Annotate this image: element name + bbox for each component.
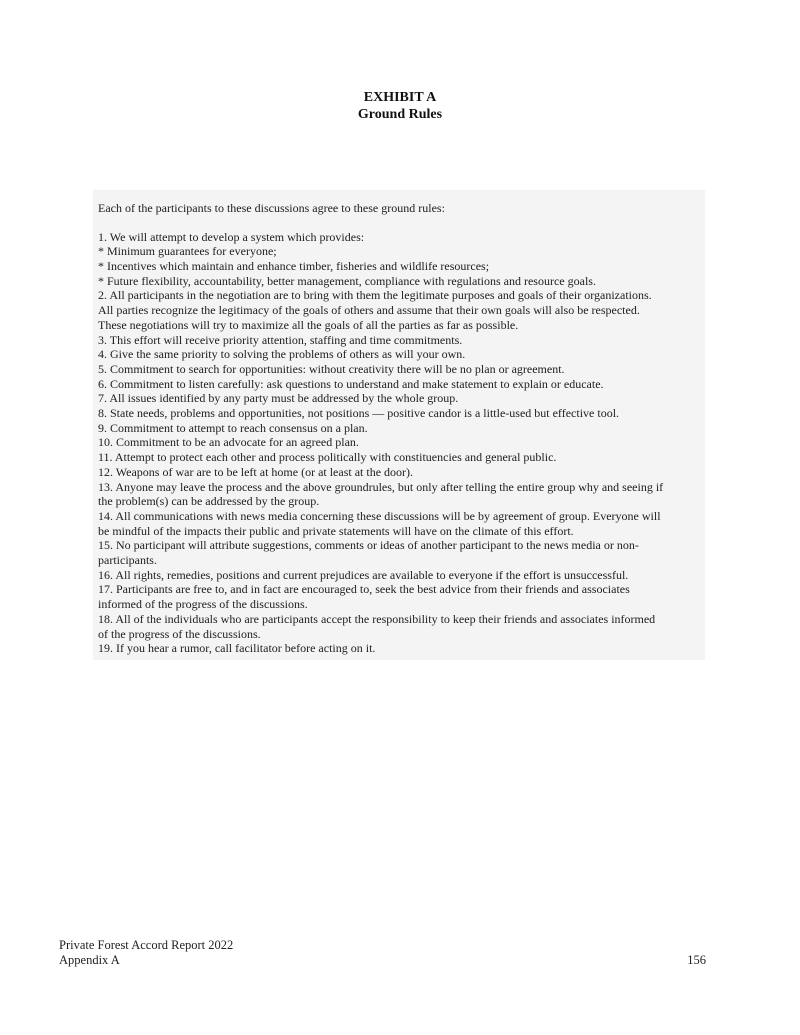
ground-rule-line: be mindful of the impacts their public and private statements will have on the climate of this effort. xyxy=(98,523,574,538)
footer-section: Appendix A xyxy=(59,953,120,967)
ground-rule-line: 12. Weapons of war are to be left at home (or at least at the door). xyxy=(98,464,414,479)
ground-rule-line: participants. xyxy=(98,553,157,568)
ground-rule-line: 14. All communications with news media concerning these discussions will be by agreement of group. Everyone will xyxy=(98,508,661,523)
ground-rule-line: * Minimum guarantees for everyone; xyxy=(98,244,277,259)
exhibit-subtitle: Ground Rules xyxy=(357,107,443,122)
page-footer xyxy=(59,938,233,968)
ground-rule-line: 5. Commitment to search for opportunities: without creativity there will be no plan or agreement. xyxy=(98,361,565,376)
ground-rule-line: 10. Commitment to be an advocate for an agreed plan. xyxy=(98,435,359,450)
ground-rule-line: 15. No participant will attribute suggestions, comments or ideas of another participant to the news media or non- xyxy=(98,538,639,553)
ground-rule-line: the problem(s) can be addressed by the group. xyxy=(98,494,320,509)
ground-rule-line: 17. Participants are free to, and in fact are encouraged to, seek the best advice from their friends and associates xyxy=(98,582,630,597)
ground-rule-line: of the progress of the discussions. xyxy=(98,626,261,641)
ground-rule-line: 18. All of the individuals who are participants accept the responsibility to keep their friends and associates informed xyxy=(98,611,656,626)
ground-rule-line: All parties recognize the legitimacy of the goals of others and assume that their own goals will also be respected. xyxy=(98,303,640,318)
ground-rules-list xyxy=(98,230,705,656)
ground-rule-line: * Future flexibility, accountability, better management, compliance with regulations and resource goals. xyxy=(98,273,596,288)
page-number: 156 xyxy=(687,953,706,967)
ground-rule-line: These negotiations will try to maximize all the goals of all the parties as far as possible. xyxy=(98,317,519,332)
exhibit-heading xyxy=(0,89,800,123)
scanned-ground-rules xyxy=(93,190,705,660)
ground-rule-line: 7. All issues identified by any party must be addressed by the whole group. xyxy=(98,391,459,406)
ground-rule-line: informed of the progress of the discussions. xyxy=(98,597,308,612)
ground-rule-line: 4. Give the same priority to solving the problems of others as will your own. xyxy=(98,347,466,362)
ground-rule-line: 6. Commitment to listen carefully: ask questions to understand and make statement to explain or educate. xyxy=(98,376,604,391)
ground-rule-line: 1. We will attempt to develop a system which provides: xyxy=(98,229,365,244)
ground-rule-line: 19. If you hear a rumor, call facilitator before acting on it. xyxy=(98,641,376,656)
ground-rule-line: 2. All participants in the negotiation are to bring with them the legitimate purposes and goals of their organizations. xyxy=(98,288,652,303)
ground-rule-line: 13. Anyone may leave the process and the above groundrules, but only after telling the entire group why and seeing if xyxy=(98,479,664,494)
ground-rule-line: 16. All rights, remedies, positions and current prejudices are available to everyone if the effort is unsuccessful. xyxy=(98,567,629,582)
ground-rule-line: 11. Attempt to protect each other and process politically with constituencies and general public. xyxy=(98,450,557,465)
ground-rules-intro: Each of the participants to these discussions agree to these ground rules: xyxy=(98,201,445,215)
ground-rule-line: 3. This effort will receive priority attention, staffing and time commitments. xyxy=(98,332,463,347)
ground-rule-line: 8. State needs, problems and opportunities, not positions — positive candor is a little-used but effective tool. xyxy=(98,406,620,421)
ground-rule-line: * Incentives which maintain and enhance timber, fisheries and wildlife resources; xyxy=(98,259,490,273)
ground-rule-line: 9. Commitment to attempt to reach consensus on a plan. xyxy=(98,420,368,435)
exhibit-title: EXHIBIT A xyxy=(363,90,437,105)
footer-report-title: Private Forest Accord Report 2022 xyxy=(59,938,234,952)
